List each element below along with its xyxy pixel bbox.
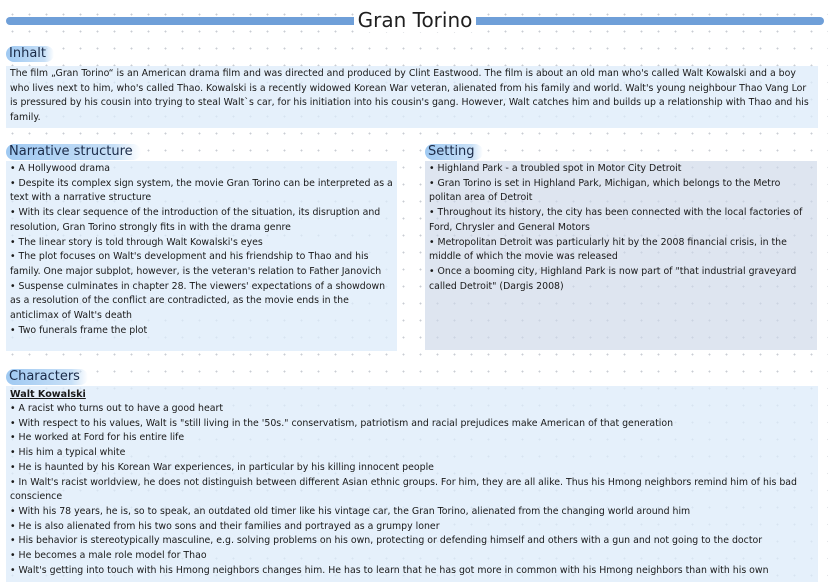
list-item: • His behavior is stereotypically masculine, e.g. solving problems on his own, protecting or defending himself and others with a gun and not going to the doctor: [10, 534, 814, 549]
character-name: Walt Kowalski: [10, 389, 86, 400]
list-item: • The linear story is told through Walt Kowalski's eyes: [10, 236, 393, 251]
inhalt-text: The film „Gran Torino“ is an American drama film and was directed and produced by Clint Eastwood. The film is about an old man who's called Walt Kowalski and a boy who lives next to him, who's called Thao. Kowalski is a recently widowed Korean War veteran, alienated from his family and world. Walt's young neighbour Thao Vang Lor is pressured by his cousin into trying to steal Walt`s car, for his initiation into his cousin's gang. However, Walt catches him and builds up a relationship with Thao and his family.: [10, 68, 809, 124]
setting-heading: Setting: [425, 144, 483, 160]
list-item: • He is haunted by his Korean War experiences, in particular by his killing innocent people: [10, 461, 814, 476]
list-item: • He is also alienated from his two sons and their families and portrayed as a grumpy loner: [10, 520, 814, 535]
setting-list: [429, 162, 813, 294]
list-item: • Once a booming city, Highland Park is now part of "that industrial graveyard called Detroit" (Dargis 2008): [429, 265, 813, 294]
characters-section: [6, 386, 818, 582]
list-item: • With respect to his values, Walt is "still living in the '50s." conservatism, patriotism and racial prejudices make American of that generation: [10, 417, 814, 432]
inhalt-section: [6, 66, 818, 128]
page-title-wrap: [6, 6, 824, 34]
page-title: Gran Torino: [354, 8, 477, 32]
title-banner: [6, 6, 824, 34]
list-item: • The plot focuses on Walt's development and his friendship to Thao and his family. One major subplot, however, is the veteran's relation to Father Janovich: [10, 250, 393, 279]
narrative-section: [6, 161, 397, 351]
list-item: • Throughout its history, the city has been connected with the local factories of Ford, Chrysler and General Motors: [429, 206, 813, 235]
list-item: • Highland Park - a troubled spot in Motor City Detroit: [429, 162, 813, 177]
setting-section: [425, 161, 817, 350]
list-item: • He becomes a male role model for Thao: [10, 549, 814, 564]
list-item: • Gran Torino is set in Highland Park, Michigan, which belongs to the Metro politan area of Detroit: [429, 177, 813, 206]
narrative-list: [10, 162, 393, 338]
list-item: • His him a typical white: [10, 446, 814, 461]
list-item: • He worked at Ford for his entire life: [10, 431, 814, 446]
list-item: • Suspense culminates in chapter 28. The viewers' expectations of a showdown as a resolution of the conflict are contradicted, as the movie ends in the anticlimax of Walt's death: [10, 280, 393, 324]
list-item: • A racist who turns out to have a good heart: [10, 402, 814, 417]
list-item: • In Walt's racist worldview, he does not distinguish between different Asian ethnic groups. For him, they are all alike. Thus his Hmong neighbors remind him of his bad conscience: [10, 476, 814, 505]
list-item: • Walt's getting into touch with his Hmong neighbors changes him. He has to learn that he has got more in common with his Hmong neighbors than with his own: [10, 564, 814, 579]
characters-heading: Characters: [6, 369, 88, 385]
list-item: • With its clear sequence of the introduction of the situation, its disruption and resolution, Gran Torino strongly fits in with the drama genre: [10, 206, 393, 235]
list-item: • With his 78 years, he is, so to speak, an outdated old timer like his vintage car, the Gran Torino, alienated from the changing world around him: [10, 505, 814, 520]
list-item: • Despite its complex sign system, the movie Gran Torino can be interpreted as a text with a narrative structure: [10, 177, 393, 206]
characters-list: [10, 402, 814, 578]
list-item: • A Hollywood drama: [10, 162, 393, 177]
inhalt-heading: Inhalt: [6, 46, 54, 62]
list-item: • Two funerals frame the plot: [10, 324, 393, 339]
list-item: • Metropolitan Detroit was particularly hit by the 2008 financial crisis, in the middle of which the movie was released: [429, 236, 813, 265]
narrative-heading: Narrative structure: [6, 144, 141, 160]
